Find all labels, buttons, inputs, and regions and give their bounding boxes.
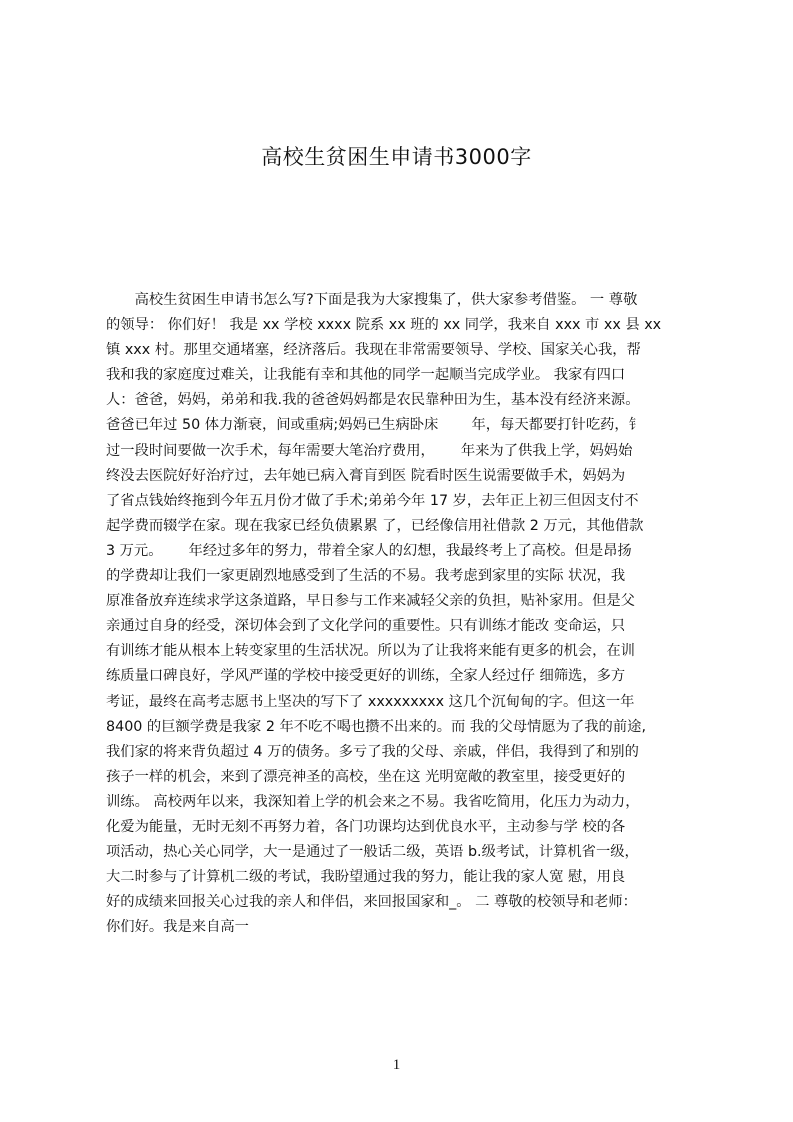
body-text-line: 考证，最终在高考志愿书上坚决的写下了 xxxxxxxxx 这几个沉甸甸的字。但这一年 [106,693,635,710]
body-text-line: 8400 的巨额学费是我家 2 年不吃不喝也攒不出来的。而 我的父母情愿为了我的前途, [106,718,646,735]
body-text-line: 我和我的家庭度过难关，让我能有幸和其他的同学一起顺当完成学业。 我家有四口 [106,367,626,384]
body-text-line: 3 万元。 年经过多年的努力，带着全家人的幻想，我最终考上了高校。但是昂扬 [106,542,632,559]
body-text-line: 大二时参与了计算机二级的考试，我盼望通过我的努力，能让我的家人宽 慰，用良 [106,869,626,886]
body-text-line: 好的成绩来回报关心过我的亲人和伴侣，来回报国家和_。 二 尊敬的校领导和老师： [106,894,637,911]
body-text-line: 你们好。我是来自高一 [106,919,249,936]
body-text-line: 有训练才能从根本上转变家里的生活状况。所以为了让我将来能有更多的机会，在训 [106,643,635,660]
body-text-line: 爸爸已年过 50 体力渐衰，间或重病;妈妈已生病卧床 年，每天都要打针吃药，钅 [106,417,644,434]
body-text-line: 化爱为能量，无时无刻不再努力着，各门功课均达到优良水平，主动参与学 校的各 [106,818,626,835]
body-text-line: 孩子一样的机会，来到了漂亮神圣的高校，坐在这 光明宽敞的教室里，接受更好的 [106,768,626,785]
body-text-line: 镇 xxx 村。那里交通堵塞，经济落后。我现在非常需要领导、学校、国家关心我，帮 [106,342,641,359]
body-text-line: 的领导： 你们好！ 我是 xx 学校 xxxx 院系 xx 班的 xx 同学，我来自 xxx 市 xx 县 xx [106,317,662,334]
document-body [106,288,696,988]
body-text-line: 亲通过自身的经受，深切体会到了文化学问的重要性。只有训练才能改 变命运，只 [106,618,626,635]
body-text-line: 人：爸爸，妈妈，弟弟和我.我的爸爸妈妈都是农民靠种田为生，基本没有经济来源。 [106,392,640,409]
body-text-line: 终没去医院好好治疗过，去年她已病入膏肓到医 院看时医生说需要做手术，妈妈为 [106,467,626,484]
body-text-line: 高校生贫困生申请书怎么写?下面是我为大家搜集了，供大家参考借鉴。 一 尊敬 [106,292,638,308]
page-number: 1 [392,1057,401,1073]
body-text-line: 练质量口碑良好，学风严谨的学校中接受更好的训练，全家人经过仔 细筛选，多方 [106,668,626,685]
body-text-line: 过一段时间要做一次手术，每年需要大笔治疗费用， 年来为了供我上学，妈妈始 [106,442,633,459]
body-text-line: 了省点钱始终拖到今年五月份才做了手术;弟弟今年 17 岁，去年正上初三但因支付不 [106,492,639,509]
body-text-line: 我们家的将来背负超过 4 万的债务。多亏了我的父母、亲戚，伴侣，我得到了和别的 [106,743,639,760]
body-text-line: 的学费却让我们一家更剧烈地感受到了生活的不易。我考虑到家里的实际 状况，我 [106,568,626,585]
body-text-line: 起学费而辍学在家。现在我家已经负债累累 了，已经像信用社借款 2 万元，其他借款 [106,517,644,534]
body-text-line: 原准备放弃连续求学这条道路，早日参与工作来减轻父亲的负担，贴补家用。但是父 [106,593,635,610]
body-text-line: 项活动，热心关心同学，大一是通过了一般话二级，英语 b.级考试，计算机省一级， [106,844,639,861]
document-title: 高校生贫困生申请书3000字 [261,145,532,169]
body-text-line: 训练。 高校两年以来，我深知着上学的机会来之不易。我省吃简用，化压力为动力， [106,793,640,810]
